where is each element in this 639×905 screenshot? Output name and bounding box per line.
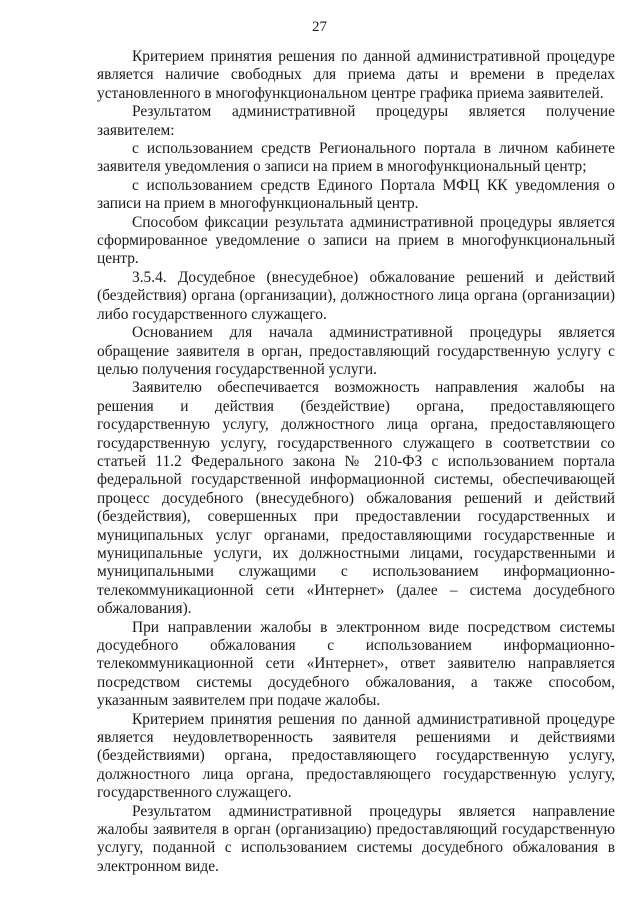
paragraph: При направлении жалобы в электронном виде посредством системы досудебного обжалования с использованием информационно-телекоммуникационной сети «Интернет», ответ заявителю направляется посредством системы досудебного обжалования, а также способом, указанным заявителем при подаче жалобы. xyxy=(97,618,615,710)
paragraph: Критерием принятия решения по данной административной процедуре является наличие свободных для приема даты и времени в пределах установленного в многофункциональном центре графика приема заявителей. xyxy=(97,48,615,102)
page-number: 27 xyxy=(312,19,327,35)
paragraph: Способом фиксации результата административной процедуры является сформированное уведомление о записи на прием в многофункциональный центр. xyxy=(97,213,615,268)
document-body xyxy=(97,48,615,876)
paragraph: Критерием принятия решения по данной административной процедуре является неудовлетворенность заявителя решениями и действиями (бездействиями) органа, предоставляющего государственную услугу, должностного лица органа, предоставляющего государственную услугу, государственного служащего. xyxy=(97,710,615,802)
section-heading-paragraph: 3.5.4. Досудебное (внесудебное) обжалование решений и действий (бездействия) органа (организации), должностного лица органа (организации) либо государственного служащего. xyxy=(97,268,615,323)
paragraph: Основанием для начала административной процедуры является обращение заявителя в орган, предоставляющий государственную услугу с целью получения государственной услуги. xyxy=(97,324,615,378)
paragraph: Заявителю обеспечивается возможность направления жалобы на решения и действия (бездействие) органа, предоставляющего государственную услугу, должностного лица органа, предоставляющего государственную услугу, государственного служащего в соответствии со статьей 11.2 Федерального закона № 210-ФЗ с использованием портала федеральной государственной информационной системы, обеспечивающей процесс досудебного (внесудебного) обжалования решений и действий (бездействия), совершенных при предоставлении государственных и муниципальных услуг органами, предоставляющими государственные и муниципальные услуги, их должностными лицами, государственными и муниципальными служащими с использованием информационно-телекоммуникационной сети «Интернет» (далее – система досудебного обжалования). xyxy=(97,379,615,618)
paragraph: с использованием средств Единого Портала МФЦ КК уведомления о записи на прием в многофункциональный центр. xyxy=(97,176,615,213)
paragraph: с использованием средств Регионального портала в личном кабинете заявителя уведомления о записи на прием в многофункциональный центр; xyxy=(97,140,615,176)
paragraph: Результатом административной процедуры является направление жалобы заявителя в орган (организацию) предоставляющий государственную услугу, поданной с использованием системы досудебного обжалования в электронном виде. xyxy=(97,802,615,875)
paragraph: Результатом административной процедуры является получение заявителем: xyxy=(97,103,615,139)
